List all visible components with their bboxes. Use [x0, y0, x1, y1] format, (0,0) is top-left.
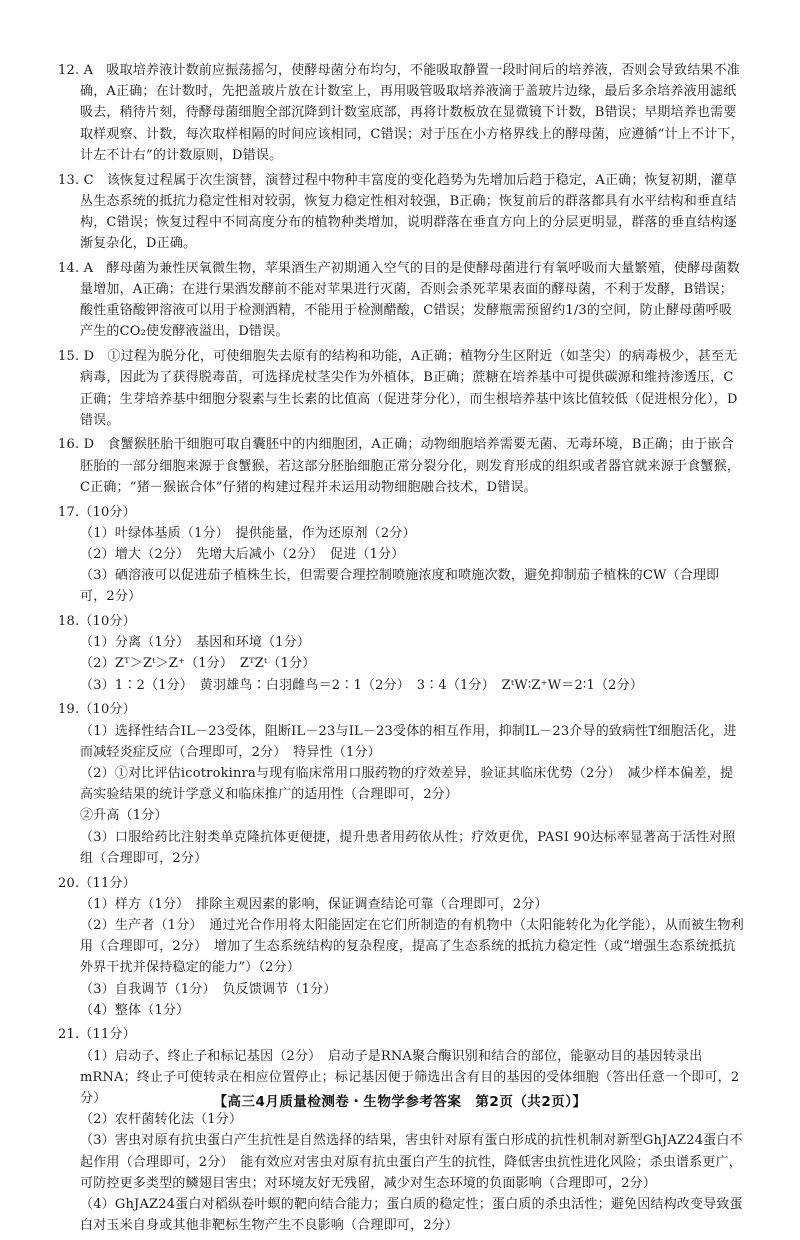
answer-19-part-2: （2）①对比评估icotrokinra与现有临床常用口服药物的疗效差异，验证其临床优势（2分） 减少样本偏差，提高实验结果的统计学意义和临床推广的适用性（合理即可，2分） [80, 766, 734, 803]
answer-20-part-3: （3）自我调节（1分） 负反馈调节（1分） [80, 981, 337, 997]
answer-18-part-3: （3）1∶2（1分） 黄羽雄鸟∶白羽雌鸟＝2∶1（2分） 3∶4（1分） ZᵗW∶Z⁺W＝2∶1（2分） [80, 677, 644, 693]
answer-15: 15. D ①过程为脱分化，可使细胞失去原有的结构和功能，A正确；植物分生区附近（如茎尖）的病毒极少，甚至无病毒，因此为了获得脱毒苗，可选择虎杖茎尖作为外植体，B正确；蔗糖在培养基中可提供碳源和维持渗透压，C正确；生芽培养基中细胞分裂素与生长素的比值高（促进芽分化），而生根培养基中该比值较低（促进根分化），D错误。 [58, 349, 738, 428]
question-18-heading: 18.（10分） [58, 614, 136, 630]
answer-19-part-1: （1）选择性结合IL－23受体，阻断IL－23与IL－23受体的相互作用，抑制IL－23介导的致病性T细胞活化，进而减轻炎症反应（合理即可，2分） 特异性（1分） [80, 723, 737, 760]
answer-16: 16. D 食蟹猴胚胎干细胞可取自囊胚中的内细胞团，A正确；动物细胞培养需要无菌、无毒环境，B正确；由于嵌合胚胎的一部分细胞来源于食蟹猴，若这部分胚胎细胞正常分裂分化，则发育形成的组织或者器官就来源于食蟹猴，C正确；“猪－猴嵌合体”仔猪的构建过程并未运用动物细胞融合技术，D错误。 [58, 437, 741, 495]
answer-20-part-4: （4）整体（1分） [80, 1002, 190, 1018]
answer-17-part-1: （1）叶绿体基质（1分） 提供能量，作为还原剂（2分） [80, 525, 416, 541]
answer-18-part-2: （2）Zᵀ＞Zᵗ＞Z⁺（1分） ZᵀZᵗ（1分） [80, 656, 316, 672]
answer-18 [58, 611, 744, 696]
answer-19-part-2b: ②升高（1分） [80, 808, 168, 824]
answer-21-part-2: （2）农杆菌转化法（1分） [80, 1112, 243, 1128]
answer-19-part-3: （3）口服给药比注射类单克隆抗体更便捷，提升患者用药依从性；疗效更优，PASI 90达标率显著高于活性对照组（合理即可，2分） [80, 829, 736, 866]
answer-page [58, 60, 744, 1240]
question-21-heading: 21.（11分） [58, 1027, 136, 1043]
answer-21-part-1: （1）启动子、终止子和标记基因（2分） 启动子是RNA聚合酶识别和结合的部位，能驱动目的基因转录出mRNA；终止子可使转录在相应位置停止；标记基因便于筛选出含有目的基因的受体细胞（答出任意一个即可，2分） [80, 1048, 740, 1107]
question-17-heading: 17.（10分） [58, 504, 136, 520]
answer-21-part-3: （3）害虫对原有抗虫蛋白产生抗性是自然选择的结果，害虫针对原有蛋白形成的抗性机制对新型GhJAZ24蛋白不起作用（合理即可，2分） 能有效应对害虫对原有抗虫蛋白产生的抗性，降低害虫抗性进化风险；杀虫谱系更广，可防控更多类型的鳞翅目害虫；对环境友好无残留，减少对生态环境的负面影响（合理即可，2分） [80, 1133, 743, 1191]
answer-21 [58, 1024, 744, 1236]
answer-13: 13. C 该恢复过程属于次生演替，演替过程中物种丰富度的变化趋势为先增加后趋于稳定，A正确；恢复初期，灌草丛生态系统的抵抗力稳定性相对较弱，恢复力稳定性相对较强，B正确；恢复前后的群落都具有水平结构和垂直结构，C错误；恢复过程中不同高度分布的植物种类增加，说明群落在垂直方向上的分层更明显，群落的垂直结构逐渐复杂化，D正确。 [58, 172, 737, 252]
answer-12: 12. A 吸取培养液计数前应振荡摇匀，使酵母菌分布均匀，不能吸取静置一段时间后的培养液，否则会导致结果不准确，A正确；在计数时，先把盖玻片放在计数室上，再用吸管吸取培养液滴于盖玻片边缘，最后多余培养液用滤纸吸去，稍待片刻，待酵母菌细胞全部沉降到计数室底部，再将计数板放在显微镜下计数，B错误；早期培养也需要取样观察、计数，每次取样相隔的时间应该相同，C错误；对于压在小方格界线上的酵母菌，应遵循“计上不计下，计左不计右”的计数原则，D错误。 [58, 63, 744, 163]
answer-21-part-4: （4）GhJAZ24蛋白对稻纵卷叶螟的靶向结合能力；蛋白质的稳定性；蛋白质的杀虫活性；避免因结构改变导致蛋白对玉米自身或其他非靶标生物产生不良影响（合理即可，2分） [80, 1197, 743, 1234]
answer-19 [58, 699, 744, 869]
answer-17-part-2: （2）增大（2分） 先增大后减小（2分） 促进（1分） [80, 546, 405, 562]
question-19-heading: 19.（10分） [58, 702, 136, 718]
page-footer: 【高三4月质量检测卷・生物学参考答案 第2页（共2页）】 [213, 1094, 587, 1110]
answer-20-part-1: （1）样方（1分） 排除主观因素的影响，保证调查结论可靠（合理即可，2分） [80, 896, 548, 912]
answer-14: 14. A 酵母菌为兼性厌氧微生物，苹果酒生产初期通入空气的目的是使酵母菌进行有氧呼吸而大量繁殖，使酵母菌数量增加，A正确；在进行果酒发酵前不能对苹果进行灭菌，否则会杀死苹果表面的酵母菌，不利于发酵，B错误；酸性重铬酸钾溶液可以用于检测酒精，不能用于检测醋酸，C错误；发酵瓶需预留约1/3的空间，防止酵母菌呼吸产生的CO₂使发酵液溢出，D错误。 [58, 260, 740, 340]
answer-18-part-1: （1）分离（1分） 基因和环境（1分） [80, 635, 311, 651]
answer-17 [58, 502, 744, 608]
question-20-heading: 20.（11分） [58, 875, 136, 891]
answer-17-part-3: （3）硒溶液可以促进茄子植株生长，但需要合理控制喷施浓度和喷施次数，避免抑制茄子植株的CW（合理即可，2分） [80, 568, 720, 605]
answer-20 [58, 873, 744, 1021]
answer-20-part-2: （2）生产者（1分） 通过光合作用将太阳能固定在它们所制造的有机物中（太阳能转化为化学能），从而被生物利用（合理即可，2分） 增加了生态系统结构的复杂程度，提高了生态系统的抵抗力稳定性（或“增强生态系统抵抗外界干扰并保持稳定的能力”）（2分） [80, 917, 744, 976]
